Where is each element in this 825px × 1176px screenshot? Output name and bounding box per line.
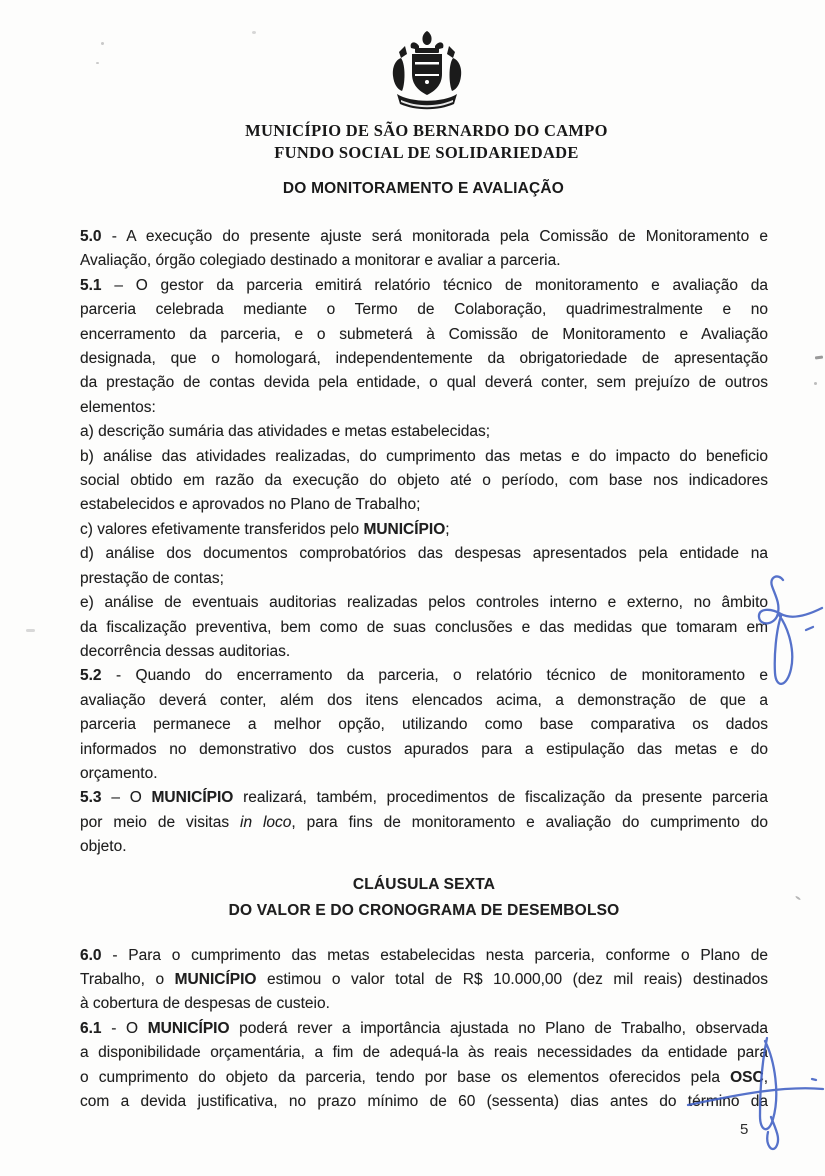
text-line: 5.3 – O MUNICÍPIO realizará, também, procedimentos de fiscalização da presente parceria (80, 789, 768, 807)
org-name-line1: MUNICÍPIO DE SÃO BERNARDO DO CAMPO (245, 121, 608, 140)
scan-speckle (795, 895, 801, 900)
text-line: estabelecidos e aprovados no Plano de Trabalho; (80, 496, 421, 514)
page-number: 5 (740, 1121, 749, 1138)
heading-clausula-sexta (80, 872, 768, 924)
text-line: prestação de contas; (80, 569, 224, 587)
text-line: social obtido em razão da execução do objeto até o período, com base nos indicadores (80, 472, 768, 490)
scan-speckle (814, 382, 817, 385)
section-title: DO MONITORAMENTO E AVALIAÇÃO (282, 180, 565, 197)
text-line: e) análise de eventuais auditorias realizadas pelos controles interno e externo, no âmbito (80, 594, 768, 612)
text-line: d) análise dos documentos comprobatórios das despesas apresentados pela entidade na (80, 545, 768, 563)
letterhead (14, 0, 825, 164)
text-line: 5.2 - Quando do encerramento da parceria, o relatório técnico de monitoramento e (80, 667, 768, 685)
clause-5-3 (80, 786, 768, 859)
scan-speckle (815, 355, 823, 359)
text-line: da prestação de contas devida pela entidade, o qual deverá conter, sem prejuízo de outros (80, 374, 768, 392)
text-line: decorrência dessas auditorias. (80, 642, 291, 660)
text-line: 6.0 - Para o cumprimento das metas estabelecidas nesta parceria, conforme o Plano de (80, 946, 768, 964)
text-line: elementos: (80, 398, 156, 416)
text-line: orçamento. (80, 764, 158, 782)
text-line: o cumprimento do objeto da parceria, tendo por base os elementos oferecidos pela OSC, (80, 1068, 768, 1086)
text-line: a) descrição sumária das atividades e metas estabelecidas; (80, 423, 491, 441)
text-line: por meio de visitas in loco, para fins de monitoramento e avaliação do cumprimento do (80, 813, 768, 831)
text-line: Avaliação, órgão colegiado destinado a monitorar e avaliar a parceria. (80, 252, 561, 270)
text-line: com a devida justificativa, no prazo mínimo de 60 (sessenta) dias antes do término da (80, 1093, 768, 1110)
clause-6-0 (80, 944, 768, 1017)
text-line: c) valores efetivamente transferidos pelo MUNICÍPIO; (80, 520, 450, 538)
scan-speckle (26, 629, 35, 632)
clause-6-1 (80, 1017, 768, 1115)
text-line: parceria permanece a melhor opção, utilizando como base comparativa os dados (80, 716, 768, 734)
item-d (80, 542, 768, 591)
text-line: b) análise das atividades realizadas, do cumprimento das metas e do impacto do beneficio (80, 447, 768, 465)
text-line: da fiscalização preventiva, bem como de suas conclusões e das medidas que tomaram em (80, 618, 768, 636)
text-line: a disponibilidade orçamentária, a fim de adequá-la às reais necessidades da entidade para (80, 1044, 768, 1062)
item-c (80, 518, 768, 542)
clause-5-0 (80, 225, 768, 274)
text-line: Trabalho, o MUNICÍPIO estimou o valor total de R$ 10.000,00 (dez mil reais) destinados (80, 970, 768, 988)
heading-line: CLÁUSULA SEXTA (352, 875, 496, 893)
text-line: avaliação deverá conter, além dos itens elencados acima, a demonstração de que a (80, 691, 768, 709)
text-line: parceria celebrada mediante o Termo de Colaboração, quadrimestralmente e no (80, 301, 768, 319)
text-line: designada, que o homologará, independentemente da obrigatoriedade de apresentação (80, 350, 768, 368)
text-line: 5.0 - A execução do presente ajuste será monitorada pela Comissão de Monitoramento e (80, 228, 768, 245)
text-line: objeto. (80, 838, 127, 856)
item-a (80, 420, 768, 444)
clause-5-2 (80, 664, 768, 786)
text-line: à cobertura de despesas de custeio. (80, 995, 330, 1013)
clause-5-1 (80, 274, 768, 420)
item-e (80, 591, 768, 664)
text-line: 6.1 - O MUNICÍPIO poderá rever a importância ajustada no Plano de Trabalho, observada (80, 1019, 769, 1037)
item-b (80, 445, 768, 518)
heading-line: DO VALOR E DO CRONOGRAMA DE DESEMBOLSO (228, 901, 620, 919)
coat-of-arms-icon (379, 30, 475, 118)
text-line: 5.1 – O gestor da parceria emitirá relatório técnico de monitoramento e avaliação da (80, 276, 768, 294)
text-line: informados no demonstrativo dos custos apurados para a estipulação das metas e do (80, 740, 768, 758)
document-body (80, 225, 768, 1114)
org-name-line2: FUNDO SOCIAL DE SOLIDARIEDADE (274, 143, 579, 162)
text-line: encerramento da parceria, e o submeterá à Comissão de Monitoramento e Avaliação (80, 325, 768, 343)
